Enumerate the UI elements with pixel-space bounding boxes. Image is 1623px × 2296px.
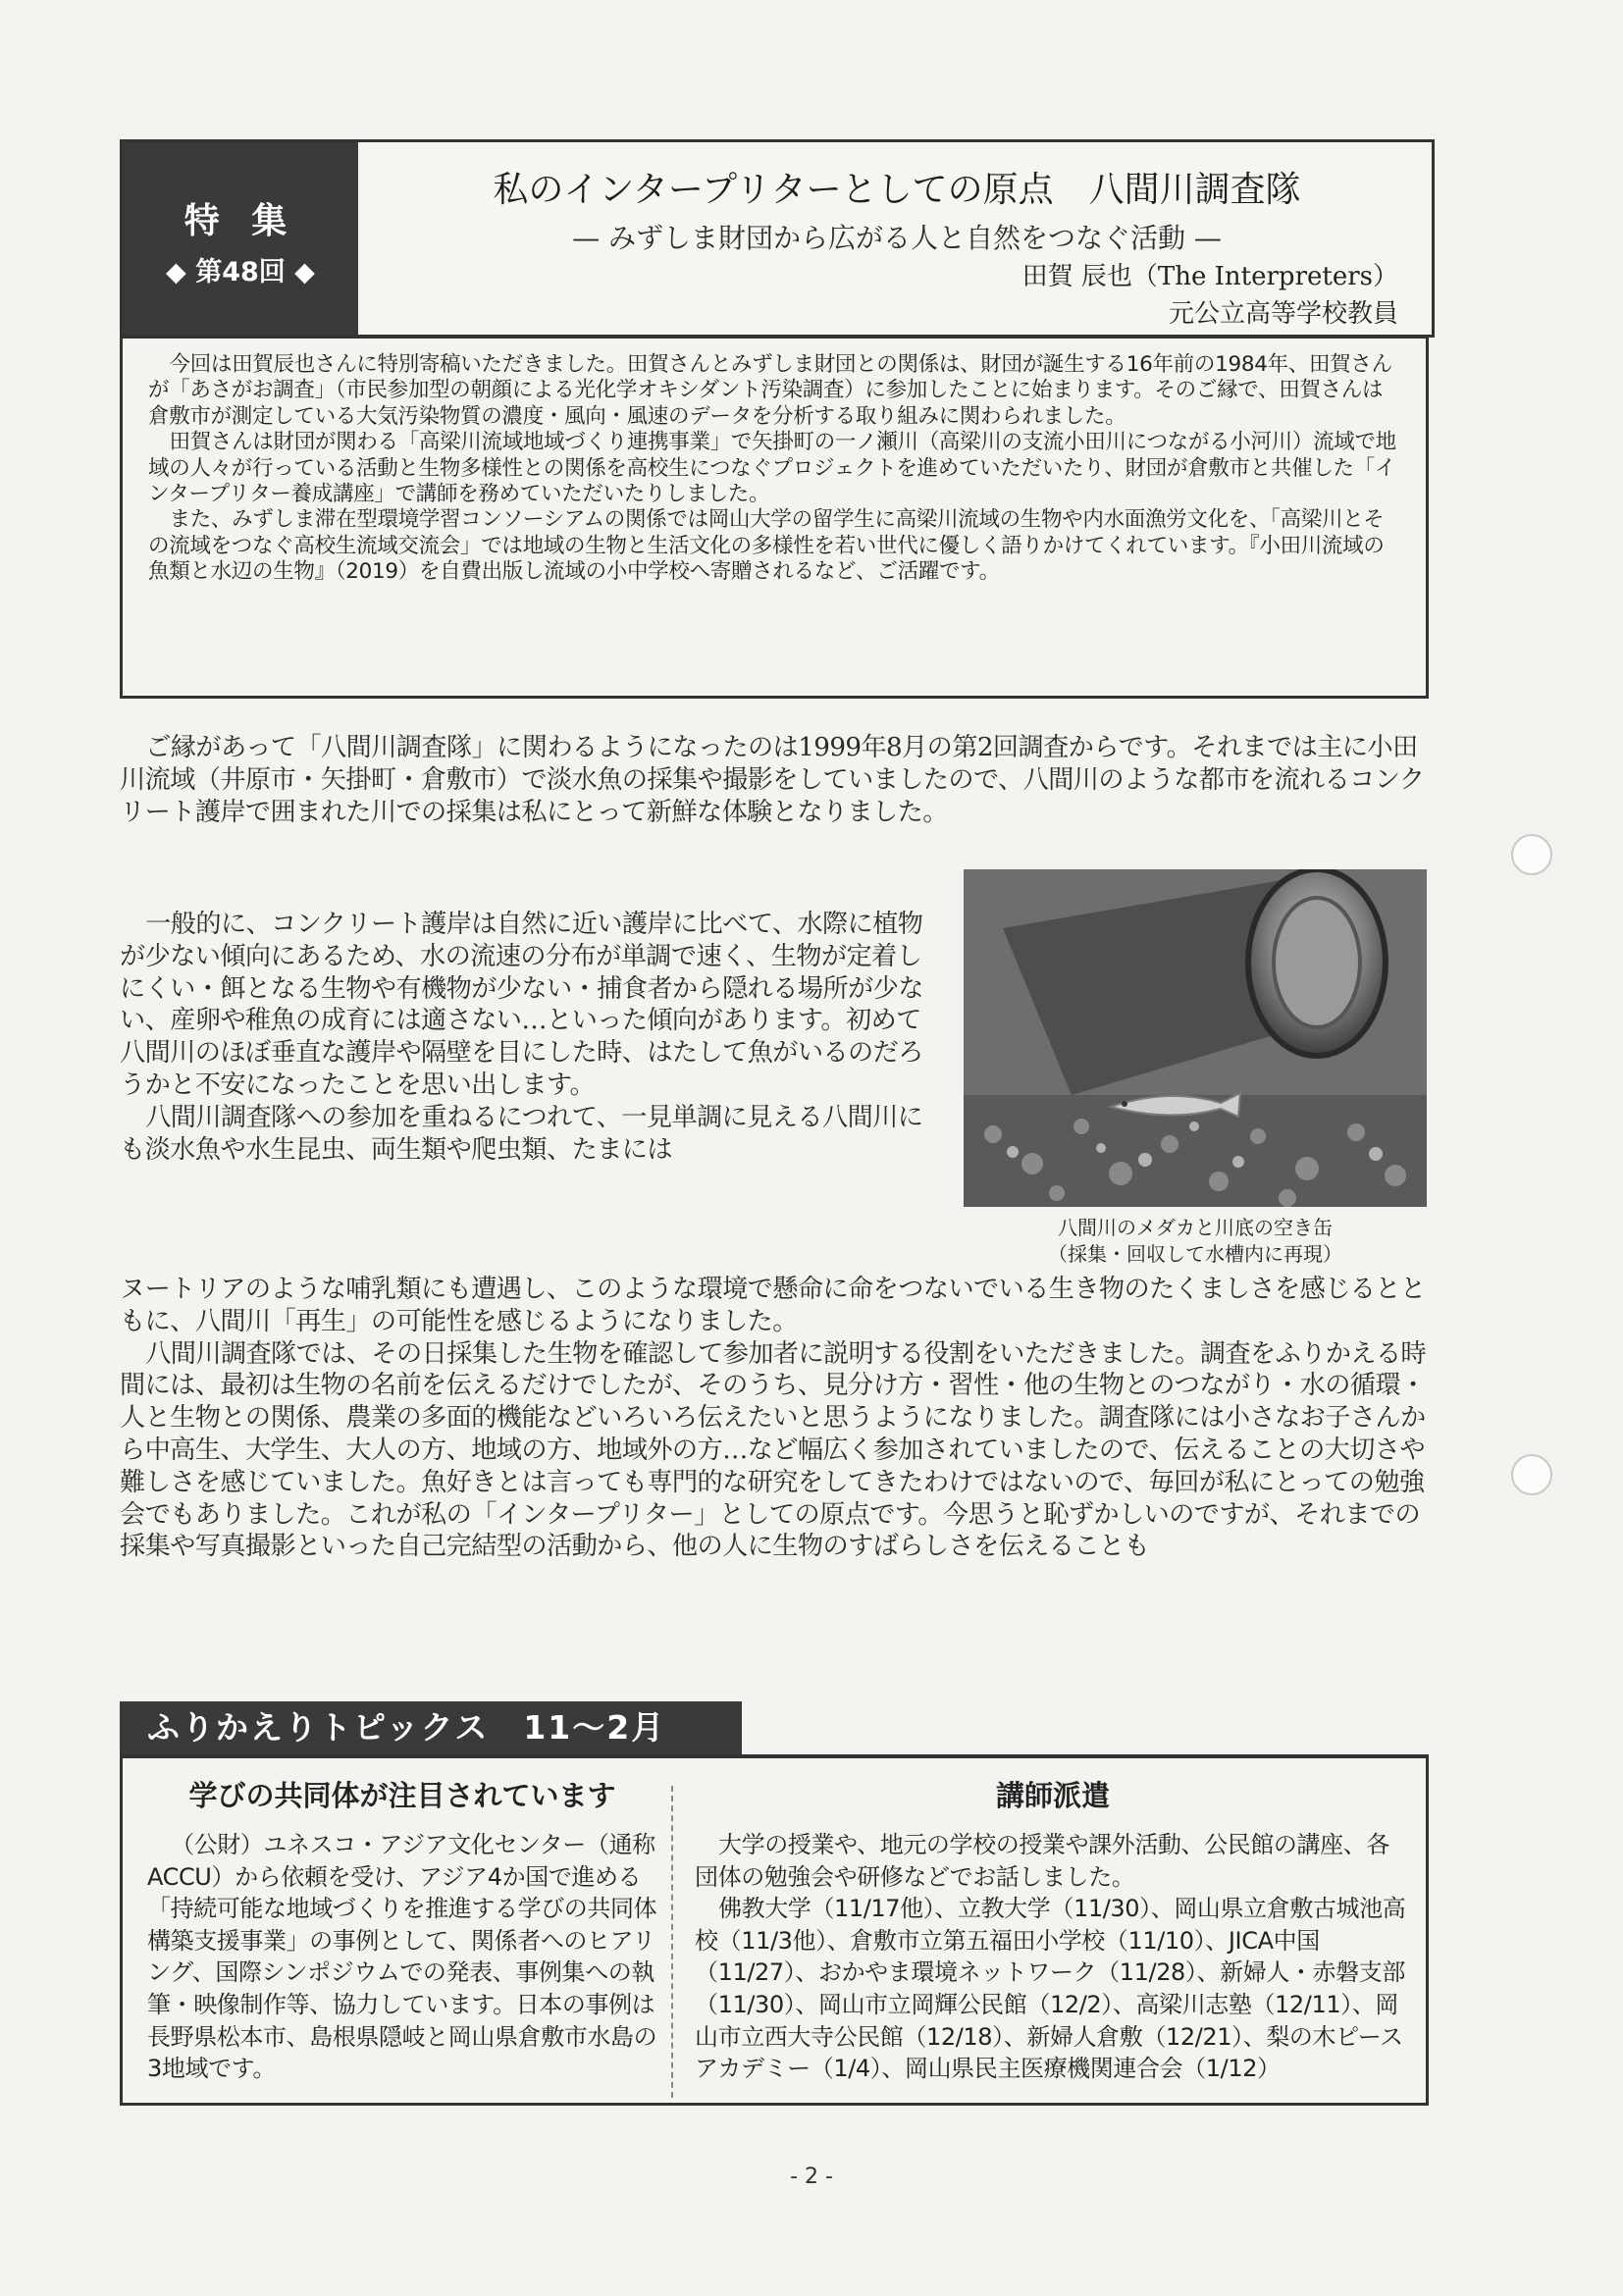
medaka-photo xyxy=(964,869,1427,1207)
badge-issue: ◆ 第48回 ◆ xyxy=(166,257,315,287)
body-paragraph: 八間川調査隊への参加を重ねるにつれて、一見単調に見える八間川にも淡水魚や水生昆虫、両生類や爬虫類、たまには xyxy=(120,1102,923,1165)
caption-line-1: 八間川のメダカと川底の空き缶 xyxy=(1058,1216,1333,1239)
body-paragraph: 一般的に、コンクリート護岸は自然に近い護岸に比べて、水際に植物が少ない傾向にあるため、水の流速の分布が単調で速く、生物が定着しにくい・餌となる生物や有機物が少ない・捕食者から隠れる場所が少ない、産卵や稚魚の成育には適さない…といった傾向があります。初めて八間川のほぼ垂直な護岸や隔壁を目にした時、はたして魚がいるのだろうかと不安になったことを思い出します。 xyxy=(120,910,923,1100)
binder-hole-top xyxy=(1511,834,1552,875)
article-title: 私のインタープリターとしての原点 八間川調査隊 xyxy=(493,170,1301,210)
photo-caption xyxy=(964,1215,1427,1268)
right-column-title: 講師派遣 xyxy=(995,1779,1110,1812)
right-column-text xyxy=(695,1829,1411,2085)
column-divider xyxy=(671,1786,673,2098)
feature-badge xyxy=(123,142,358,335)
right-column-paragraph: 佛教大学（11/17他）、立教大学（11/30）、岡山県立倉敷古城池高校（11/3他）、倉敷市立第五福田小学校（11/10）、JICA中国（11/27）、おかやま環境ネットワーク（11/28）、新婦人・赤磐支部（11/30）、岡山市立岡輝公民館（12/2）、高梁川志塾（12/11）、岡山市立西大寺公民館（12/18）、新婦人倉敷（12/21）、梨の木ピースアカデミー（1/4）、岡山県民主医療機関連合会（1/12） xyxy=(695,1895,1406,2083)
caption-line-2: （採集・回収して水槽内に再現） xyxy=(1048,1242,1342,1266)
feature-header xyxy=(120,139,1435,338)
intro-paragraph: また、みずしま滞在型環境学習コンソーシアムの関係では岡山大学の留学生に高梁川流域の生物や内水面漁労文化を、「高梁川とその流域をつなぐ高校生流域交流会」では地域の生物と生活文化の多様性を若い世代に優しく語りかけてくれています。『小田川流域の魚類と水辺の生物』（2019）を自費出版し流域の小中学校へ寄贈されるなど、ご活躍です。 xyxy=(148,507,1385,585)
intro-box xyxy=(120,336,1429,699)
intro-paragraph: 今回は田賀辰也さんに特別寄稿いただきました。田賀さんとみずしま財団との関係は、財団が誕生する16年前の1984年、田賀さんが「あさがお調査」（市民参加型の朝顔による光化学オキシダント汚染調査）に参加したことに始まります。そのご縁で、田賀さんは倉敷市が測定している大気汚染物質の濃度・風向・風速のデータを分析する取り組みに関わられました。 xyxy=(148,352,1392,429)
body-section-1 xyxy=(120,732,1429,828)
author-role: 元公立高等学校教員 xyxy=(1168,299,1398,329)
body-paragraph: ヌートリアのような哺乳類にも遭遇し、このような環境で懸命に命をつないでいる生き物のたくましさを感じるとともに、八間川「再生」の可能性を感じるようになりました。 xyxy=(120,1275,1426,1336)
body-section-3 xyxy=(120,1274,1429,1563)
article-subtitle: — みずしま財団から広がる人と自然をつなぐ活動 — xyxy=(572,222,1222,254)
body-section-2 xyxy=(120,909,940,1166)
badge-label: 特 集 xyxy=(183,201,297,241)
left-column-title: 学びの共同体が注目されています xyxy=(188,1779,616,1812)
left-column-paragraph: （公財）ユネスコ・アジア文化センター（通称ACCU）から依頼を受け、アジア4か国で進める「持続可能な地域づくりを推進する学びの共同体構築支援事業」の事例として、関係者へのヒアリング、国際シンポジウムでの発表、事例集への執筆・映像制作等、協力しています。日本の事例は長野県松本市、島根県隠岐と岡山県倉敷市水島の3地域です。 xyxy=(147,1831,657,2083)
left-column-text xyxy=(147,1829,657,2085)
binder-hole-bottom xyxy=(1511,1454,1552,1495)
body-paragraph: ご縁があって「八間川調査隊」に関わるようになったのは1999年8月の第2回調査からです。それまでは主に小田川流域（井原市・矢掛町・倉敷市）で淡水魚の採集や撮影をしていましたので、八間川のような都市を流れるコンクリート護岸で囲まれた川での採集は私にとって新鮮な体験となりました。 xyxy=(120,733,1425,827)
body-paragraph: 八間川調査隊では、その日採集した生物を確認して参加者に説明する役割をいただきました。調査をふりかえる時間には、最初は生物の名前を伝えるだけでしたが、そのうち、見分け方・習性・他の生物とのつながり・水の循環・人と生物との関係、農業の多面的機能などいろいろ伝えたいと思うようになりました。調査隊には小さなお子さんから中高生、大学生、大人の方、地域の方、地域外の方…など幅広く参加されていましたので、伝えることの大切さや難しさを感じていました。魚好きとは言っても専門的な研究をしてきたわけではないので、毎回が私にとっての勉強会でもありました。これが私の「インタープリター」としての原点です。今思うと恥ずかしいのですが、それまでの採集や写真撮影といった自己完結型の活動から、他の人に生物のすばらしさを伝えることも xyxy=(120,1338,1427,1562)
intro-paragraph: 田賀さんは財団が関わる「高梁川流域地域づくり連携事業」で矢掛町の一ノ瀬川（高梁川の支流小田川につながる小河川）流域で地域の人々が行っている活動と生物多様性との関係を高校生につなぐプロジェクトを進めていただいたり、財団が倉敷市と共催した「インタープリター養成講座」で講師を務めていただいたりしました。 xyxy=(148,430,1396,507)
photo-illustration xyxy=(964,869,1427,1207)
author-name: 田賀 辰也（The Interpreters） xyxy=(1021,262,1398,291)
right-column-paragraph: 大学の授業や、地元の学校の授業や課外活動、公民館の講座、各団体の勉強会や研修などでお話しました。 xyxy=(695,1831,1389,1891)
author-block xyxy=(1022,258,1398,333)
topics-heading: ふりかえりトピックス 11～2月 xyxy=(120,1701,742,1754)
page-number: - 2 - xyxy=(790,2165,833,2189)
